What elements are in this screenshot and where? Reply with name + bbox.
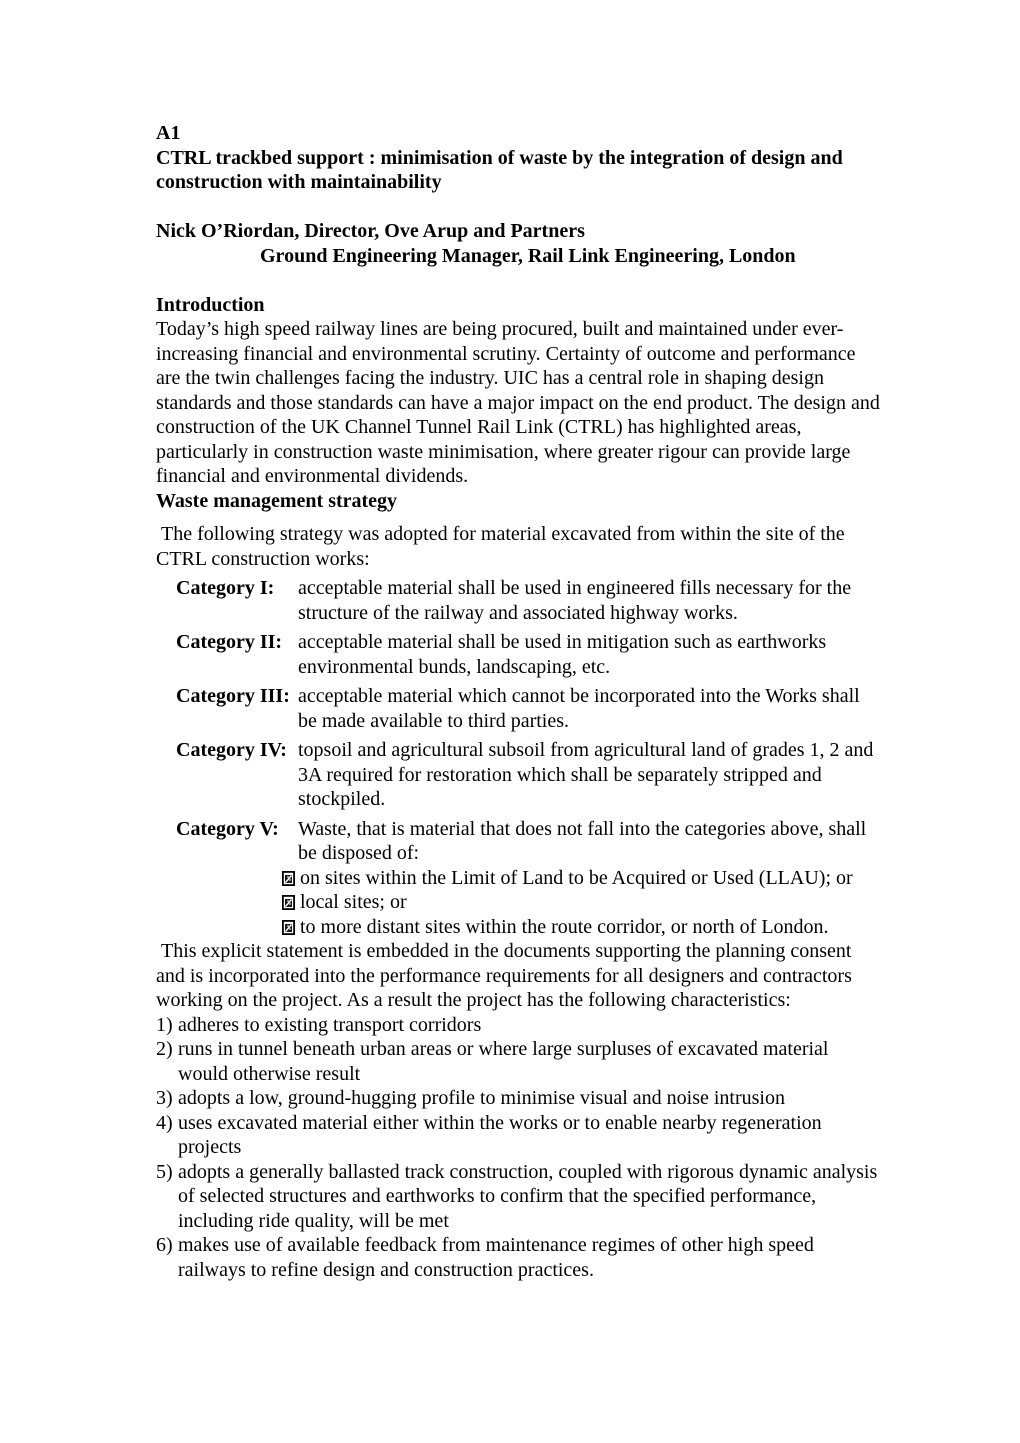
category-text: acceptable material shall be used in mitigation such as earthworks environmental bunds, landscaping, etc.: [298, 631, 827, 678]
category-label: Category II:: [176, 631, 283, 653]
intro-paragraph: Today’s high speed railway lines are being procured, built and maintained under ever-increasing financial and environmental scrutiny. Certainty of outcome and performance are the twin challenges facing the industry. UIC has a central role in shaping design standards and those standards can have a major impact on the end product. The design and construction of the UK Channel Tunnel Rail Link (CTRL) has highlighted areas, particularly in construction waste minimisation, where greater rigour can provide large financial and environmental dividends.: [156, 318, 880, 487]
category-item: [176, 684, 880, 733]
category-text: topsoil and agricultural subsoil from agricultural land of grades 1, 2 and 3A required for restoration which shall be separately stripped and stockpiled.: [298, 739, 874, 810]
category-text: acceptable material shall be used in engineered fills necessary for the structure of the railway and associated highway works.: [298, 577, 852, 624]
characteristic-number: 2): [156, 1038, 173, 1060]
waste-strategy-heading: Waste management strategy: [156, 489, 398, 512]
characteristic-item: [156, 1037, 880, 1086]
characteristic-number: 5): [156, 1160, 173, 1183]
disposal-option-text: on sites within the Limit of Land to be Acquired or Used (LLAU); or: [300, 866, 853, 889]
characteristic-number: 3): [156, 1087, 173, 1109]
doc-title-line1: CTRL trackbed support : minimisation of waste by the integration of design and: [156, 146, 843, 169]
intro-heading: Introduction: [156, 293, 265, 316]
category-label: Category IV:: [176, 739, 287, 761]
characteristic-text: adopts a low, ground-hugging profile to minimise visual and noise intrusion: [178, 1087, 785, 1109]
characteristic-number: 1): [156, 1013, 173, 1036]
missing-glyph-bullet-icon: [282, 868, 295, 883]
characteristic-text: adheres to existing transport corridors: [178, 1013, 482, 1036]
category-text: Waste, that is material that does not fall into the categories above, shall be disposed of:: [298, 817, 867, 864]
characteristic-item: [156, 1233, 880, 1282]
missing-glyph-bullet-icon: [282, 917, 295, 932]
category-item: [176, 738, 880, 812]
characteristic-number: 4): [156, 1111, 173, 1134]
doc-ref: A1: [156, 122, 181, 144]
disposal-option-text: to more distant sites within the route corridor, or north of London.: [300, 915, 829, 938]
category-text: acceptable material which cannot be incorporated into the Works shall be made available to third parties.: [298, 685, 860, 732]
missing-glyph-bullet-icon: [282, 892, 295, 907]
disposal-option: [282, 890, 880, 915]
characteristic-item: [156, 1086, 880, 1111]
characteristic-text: uses excavated material either within the works or to enable nearby regeneration projects: [178, 1111, 822, 1158]
category-item: [176, 817, 880, 866]
characteristic-item: [156, 1160, 880, 1234]
characteristic-number: 6): [156, 1234, 173, 1256]
author-line-2: Ground Engineering Manager, Rail Link Engineering, London: [260, 244, 796, 267]
characteristic-text: adopts a generally ballasted track construction, coupled with rigorous dynamic analysis of selected structures and earthworks to confirm that the specified performance, including ride quality, will be met: [178, 1160, 878, 1232]
disposal-option-text: local sites; or: [300, 891, 407, 913]
category-label: Category III:: [176, 685, 290, 707]
category-label: Category V:: [176, 817, 279, 840]
author-line-1: Nick O’Riordan, Director, Ove Arup and Partners: [156, 220, 585, 242]
characteristic-item: [156, 1013, 880, 1038]
statement-paragraph: This explicit statement is embedded in the documents supporting the planning consent and is incorporated into the performance requirements for all designers and contractors working on the project. As a result the project has the following characteristics:: [156, 940, 852, 1011]
category-item: [176, 576, 880, 625]
blank-line: [156, 268, 880, 293]
characteristic-item: [156, 1111, 880, 1160]
doc-title-line2: construction with maintainability: [156, 171, 442, 193]
blank-line: [156, 195, 880, 220]
category-item: [176, 630, 880, 679]
waste-strategy-lead: The following strategy was adopted for material excavated from within the site of the CTRL construction works:: [156, 523, 845, 570]
disposal-option: [282, 915, 880, 940]
characteristic-text: makes use of available feedback from maintenance regimes of other high speed railways to refine design and construction practices.: [178, 1234, 814, 1281]
disposal-option: [282, 866, 880, 891]
category-label: Category I:: [176, 577, 275, 599]
characteristic-text: runs in tunnel beneath urban areas or where large surpluses of excavated material would otherwise result: [178, 1038, 829, 1085]
